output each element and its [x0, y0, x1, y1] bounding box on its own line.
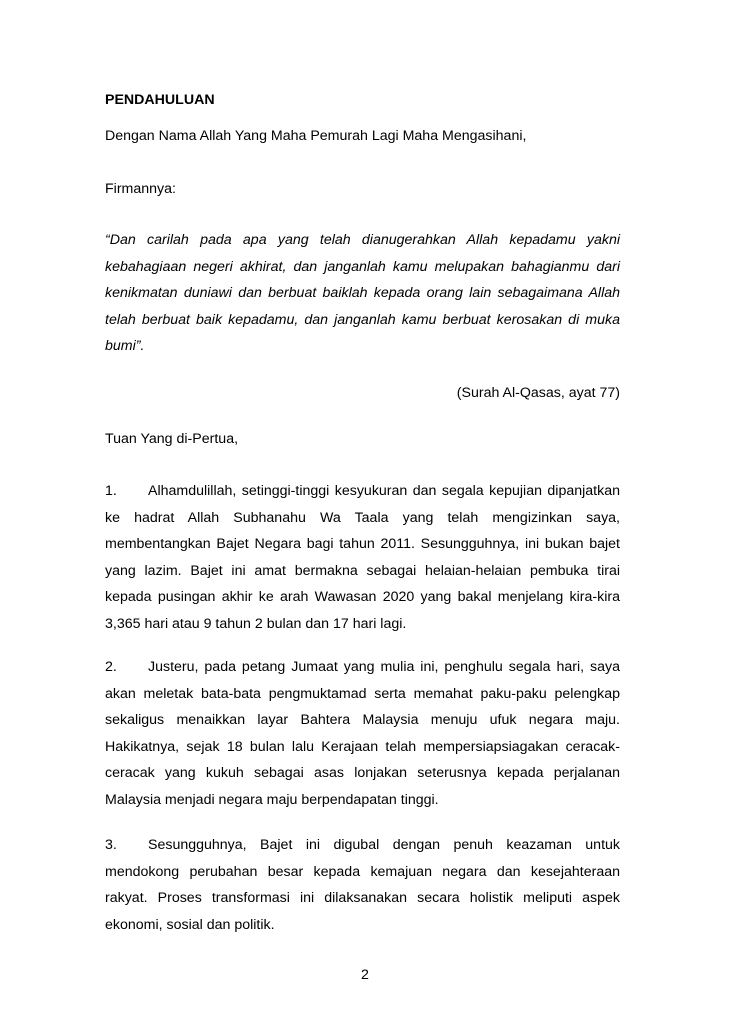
paragraph-3 — [105, 832, 620, 938]
page-number: 2 — [361, 967, 369, 983]
paragraph-text: Sesungguhnya, Bajet ini digubal dengan penuh keazaman untuk mendokong perubahan besar kepada kemajuan negara dan kesejahteraan rakyat. Proses transformasi ini dilaksanakan secara holistik meliputi aspek ekonomi, sosial dan politik. — [105, 837, 620, 933]
paragraph-2 — [105, 654, 620, 814]
paragraph-number: 2. — [105, 659, 117, 675]
paragraph-text: Alhamdulillah, setinggi-tinggi kesyukuran dan segala kepujian dipanjatkan ke hadrat Allah Subhanahu Wa Taala yang telah mengizinkan saya, membentangkan Bajet Negara bagi tahun 2011. Sesungguhnya, ini bukan bajet yang lazim. Bajet ini amat bermakna sebagai helaian-helaian pembuka tirai kepada pusingan akhir ke arah Wawasan 2020 yang bakal menjelang kira-kira 3,365 hari atau 9 tahun 2 bulan dan 17 hari lagi. — [105, 483, 620, 632]
opening-greeting: Dengan Nama Allah Yang Maha Pemurah Lagi Maha Mengasihani, — [105, 128, 527, 144]
firmannya-label: Firmannya: — [105, 181, 176, 197]
paragraph-number: 1. — [105, 483, 117, 499]
paragraph-text: Justeru, pada petang Jumaat yang mulia ini, penghulu segala hari, saya akan meletak bata-bata pengmuktamad serta memahat paku-paku pelengkap sekaligus menaikkan layar Bahtera Malaysia menuju ufuk negara maju. Hakikatnya, sejak 18 bulan lalu Kerajaan telah mempersiapsiagakan ceracak-ceracak yang kukuh sebagai asas lonjakan seterusnya kepada perjalanan Malaysia menjadi negara maju berpendapatan tinggi. — [105, 659, 620, 808]
paragraph-number: 3. — [105, 837, 117, 853]
section-heading: PENDAHULUAN — [105, 92, 215, 108]
quran-quote: “Dan carilah pada apa yang telah dianugerahkan Allah kepadamu yakni kebahagiaan negeri akhirat, dan janganlah kamu melupakan bahagianmu dari kenikmatan duniawi dan berbuat baiklah kepada orang lain sebagaimana Allah telah berbuat baik kepadamu, dan janganlah kamu berbuat kerosakan di muka bumi”. — [105, 232, 620, 355]
salutation: Tuan Yang di-Pertua, — [105, 431, 239, 447]
quote-citation: (Surah Al-Qasas, ayat 77) — [456, 385, 620, 401]
paragraph-1 — [105, 478, 620, 638]
